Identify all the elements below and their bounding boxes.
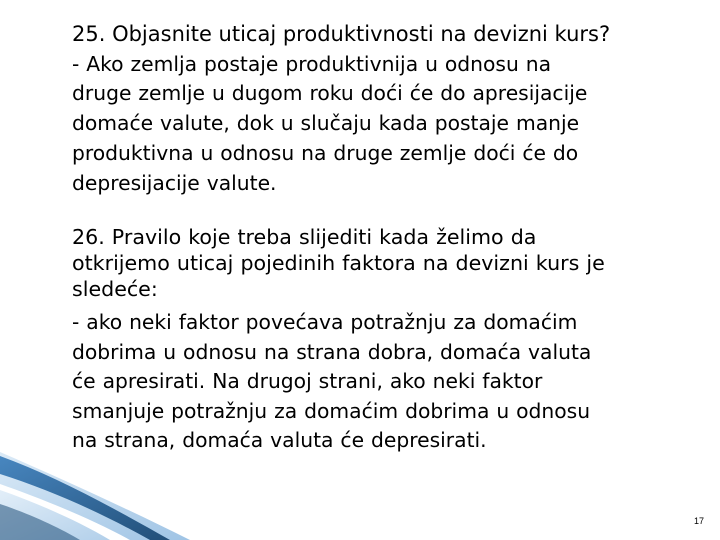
page-number: 17 (693, 516, 704, 526)
question-25-answer: - Ako zemlja postaje produktivnija u odnosu na druge zemlje u dugom roku doći će do apresijacije domaće valute, dok u slučaju kada postaje manje produktivna u odnosu na druge zemlje doći će do depresijacije valute. (72, 51, 588, 195)
spacer (72, 198, 682, 224)
slide-content (72, 20, 682, 456)
question-26-answer: - ako neki faktor povećava potražnju za domaćim dobrima u odnosu na strana dobra, domaća valuta će apresirati. Na drugoj strani, ako neki faktor smanjuje potražnju za domaćim dobrima u odnosu na strana, domaća valuta će depresirati. (72, 310, 592, 453)
question-26-heading: 26. Pravilo koje treba slijediti kada želimo da otkrijemo uticaj pojedinih faktora na devizni kurs je sledeće: (72, 225, 605, 302)
question-25-heading: 25. Objasnite uticaj produktivnosti na devizni kurs? (72, 22, 611, 46)
